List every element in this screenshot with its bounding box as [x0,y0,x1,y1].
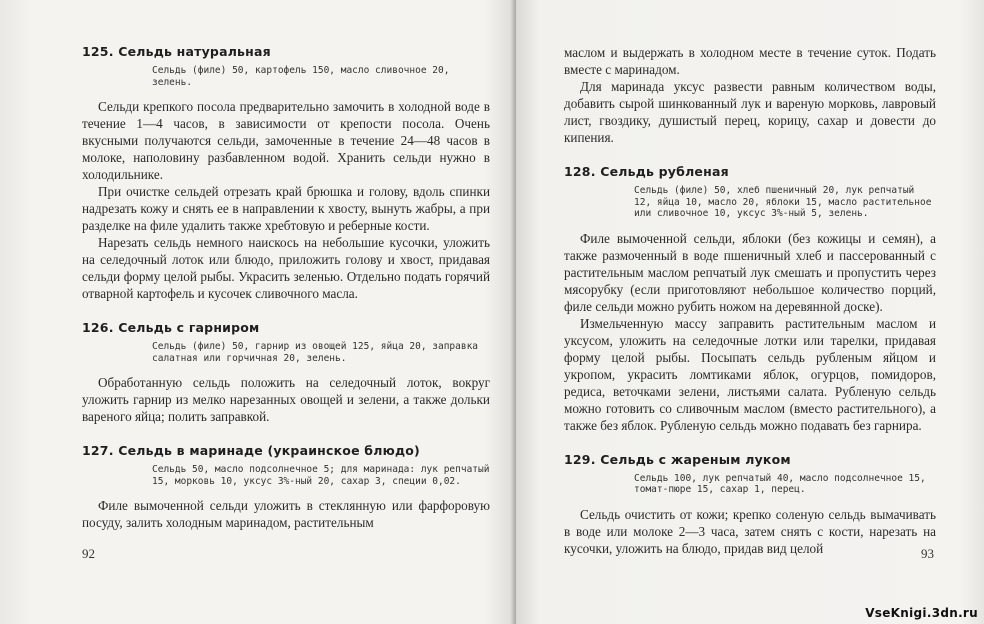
right-page [516,0,984,624]
recipe-paragraph: Филе вымоченной сельди, яблоки (без кожицы и семян), а также размоченный в воде пшеничный хлеб и пассерованный с растительным маслом репчатый лук смешать и пропустить через мясорубку (если приготовляют небольшое количество порций, филе сельди можно рубить ножом на деревянной доске). [564,230,936,314]
recipe-paragraph: Сельди крепкого посола предварительно замочить в холодной воде в течение 1—4 часов, в зависимости от крепости посола. Очень вкусными получаются сельди, замоченные в течение 24—48 часов в молоке, наполовину разбавленном водой. Хранить сельди нужно в холодильнике. [82,99,490,182]
recipe-title: 125. Сельдь натуральная [82,44,271,59]
page-number-left: 92 [82,546,95,561]
recipe-129 [564,452,936,557]
recipe-ingredients: Сельдь (филе) 50, картофель 150, масло сливочное 20, зелень. [152,65,450,88]
recipe-paragraph: Измельченную массу заправить растительным маслом и уксусом, уложить на селедочные лотки или тарелки, придавая форму целой рыбы. Посыпать сельдь рубленым яйцом и укропом, украсить ломтиками яблок, огурцов, помидоров, редиса, веточками зелени, листьями салата. Рубленую сельдь можно готовить со сливочным маслом (вместо растительного), а также без яблок. Рубленую сельдь можно подавать без гарнира. [564,315,936,433]
recipe-ingredients: Сельдь (филе) 50, хлеб пшеничный 20, лук репчатый 12, яйца 10, масло 20, яблоки 15, масло растительное или сливочное 10, уксус 3%-ный 5, зелень. [634,185,932,219]
watermark-text: VseKnigi.3dn.ru [865,606,978,620]
recipe-title: 128. Сельдь рубленая [564,164,729,179]
recipe-paragraph: При очистке сельдей отрезать край брюшка и голову, вдоль спинки надрезать кожу и снять ее в направлении к хвосту, вынуть жабры, а при разделке на филе удалить также хребтовую и реберные кости. [82,184,490,233]
recipe-paragraph: Филе вымоченной сельди уложить в стеклянную или фарфоровую посуду, залить холодным маринадом, растительным [82,498,490,530]
recipe-126 [82,320,490,425]
recipe-ingredients: Сельдь 100, лук репчатый 40, масло подсолнечное 15, томат-пюре 15, сахар 1, перец. [634,472,926,495]
page-number-right: 93 [921,546,934,561]
recipe-ingredients: Сельдь 50, масло подсолнечное 5; для маринада: лук репчатый 15, морковь 10, уксус 3%-ный 20, сахар 3, специи 0,02. [152,464,490,487]
recipe-127 [82,443,490,531]
recipe-128 [564,164,936,434]
recipe-paragraph: Для маринада уксус развести равным количеством воды, добавить сырой шинкованный лук и вареную морковь, лавровый лист, гвоздику, душистый перец, корицу, сахар и довести до кипения. [564,79,936,145]
recipe-paragraph: маслом и выдержать в холодном месте в течение суток. Подать вместе с маринадом. [564,45,936,77]
recipe-paragraph: Сельдь очистить от кожи; крепко соленую сельдь вымачивать в воде или молоке 2—3 часа, затем снять с кости, нарезать на кусочки, уложить на блюдо, придав вид целой [564,506,936,556]
recipe-paragraph: Обработанную сельдь положить на селедочный лоток, вокруг уложить гарнир из мелко нарезанных овощей и зелени, а также дольки вареного яйца; полить заправкой. [82,375,490,424]
recipe-125 [82,44,490,302]
recipe-127-continuation [564,44,936,146]
recipe-title: 126. Сельдь с гарниром [82,320,260,335]
recipe-paragraph: Нарезать сельдь немного наискось на небольшие кусочки, уложить на селедочный лоток или блюдо, приложить голову и хвост, придавая сельди форму целой рыбы. Украсить зеленью. Отдельно подать горячий отварной картофель и кусочек сливочного масла. [82,235,490,301]
recipe-title: 127. Сельдь в маринаде (украинское блюдо) [82,443,420,458]
recipe-ingredients: Сельдь (филе) 50, гарнир из овощей 125, яйца 20, заправка салатная или горчичная 20, зелень. [152,341,479,364]
recipe-title: 129. Сельдь с жареным луком [564,451,791,467]
